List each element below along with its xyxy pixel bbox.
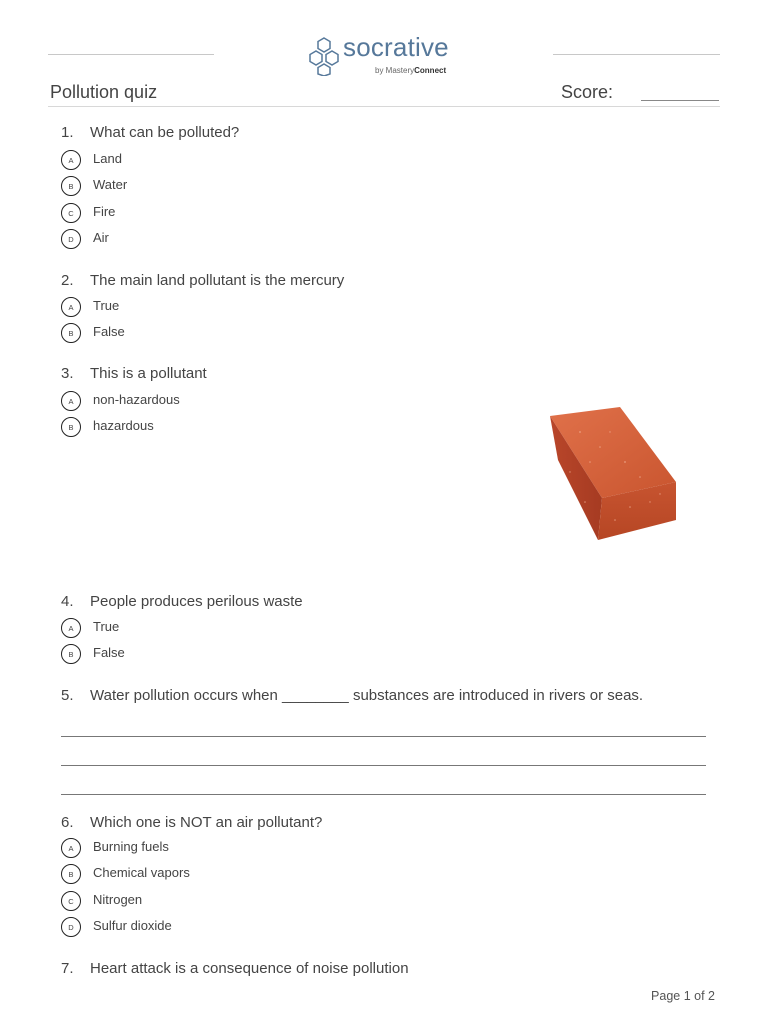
option-label: Land [93,151,122,166]
option-label: Burning fuels [93,839,169,854]
score-label: Score: [561,82,614,102]
quiz-title: Pollution quiz [50,82,158,102]
brick-image [540,402,685,547]
answer-line-1[interactable] [61,736,706,737]
question-number: 1. [61,124,74,141]
question-text: Which one is NOT an air pollutant? [90,814,323,831]
question-number: 4. [61,593,74,610]
score-blank [641,100,719,101]
option-label: Air [93,230,109,245]
answer-line-2[interactable] [61,765,706,766]
option-label: hazardous [93,418,154,433]
option-label: Chemical vapors [93,865,190,880]
option-circle[interactable]: C [61,203,81,223]
question-number: 5. [61,687,74,704]
question-number: 7. [61,960,74,977]
option-circle[interactable]: D [61,917,81,937]
logo-byline: by MasteryConnect [375,66,447,75]
title-underline [48,106,720,107]
option-circle[interactable]: B [61,417,81,437]
option-label: Water [93,177,128,192]
socrative-logo [307,32,467,78]
question-text: Water pollution occurs when ________ substances are introduced in rivers or seas. [90,687,644,704]
option-circle[interactable]: B [61,644,81,664]
question-number: 3. [61,365,74,382]
question-text: People produces perilous waste [90,593,303,610]
option-circle[interactable]: A [61,150,81,170]
option-label: True [93,619,120,634]
hexagon-logo-icon [307,36,341,76]
question-text: The main land pollutant is the mercury [90,272,345,289]
option-label: False [93,645,125,660]
option-circle[interactable]: A [61,297,81,317]
option-circle[interactable]: D [61,229,81,249]
question-text: Heart attack is a consequence of noise pollution [90,960,409,977]
logo-wordmark: socrative [343,32,449,62]
option-circle[interactable]: A [61,838,81,858]
option-label: True [93,298,120,313]
option-circle[interactable]: B [61,864,81,884]
option-label: Sulfur dioxide [93,918,172,933]
option-label: Fire [93,204,116,219]
question-number: 6. [61,814,74,831]
header-rule-left [48,54,214,55]
question-text: This is a pollutant [90,365,207,382]
option-circle[interactable]: A [61,391,81,411]
option-circle[interactable]: B [61,176,81,196]
option-circle[interactable]: B [61,323,81,343]
question-number: 2. [61,272,74,289]
question-text: What can be polluted? [90,124,240,141]
option-label: non-hazardous [93,392,180,407]
page-indicator: Page 1 of 2 [651,989,715,1003]
option-circle[interactable]: A [61,618,81,638]
option-label: False [93,324,125,339]
header-rule-right [553,54,720,55]
answer-line-3[interactable] [61,794,706,795]
option-circle[interactable]: C [61,891,81,911]
option-label: Nitrogen [93,892,143,907]
